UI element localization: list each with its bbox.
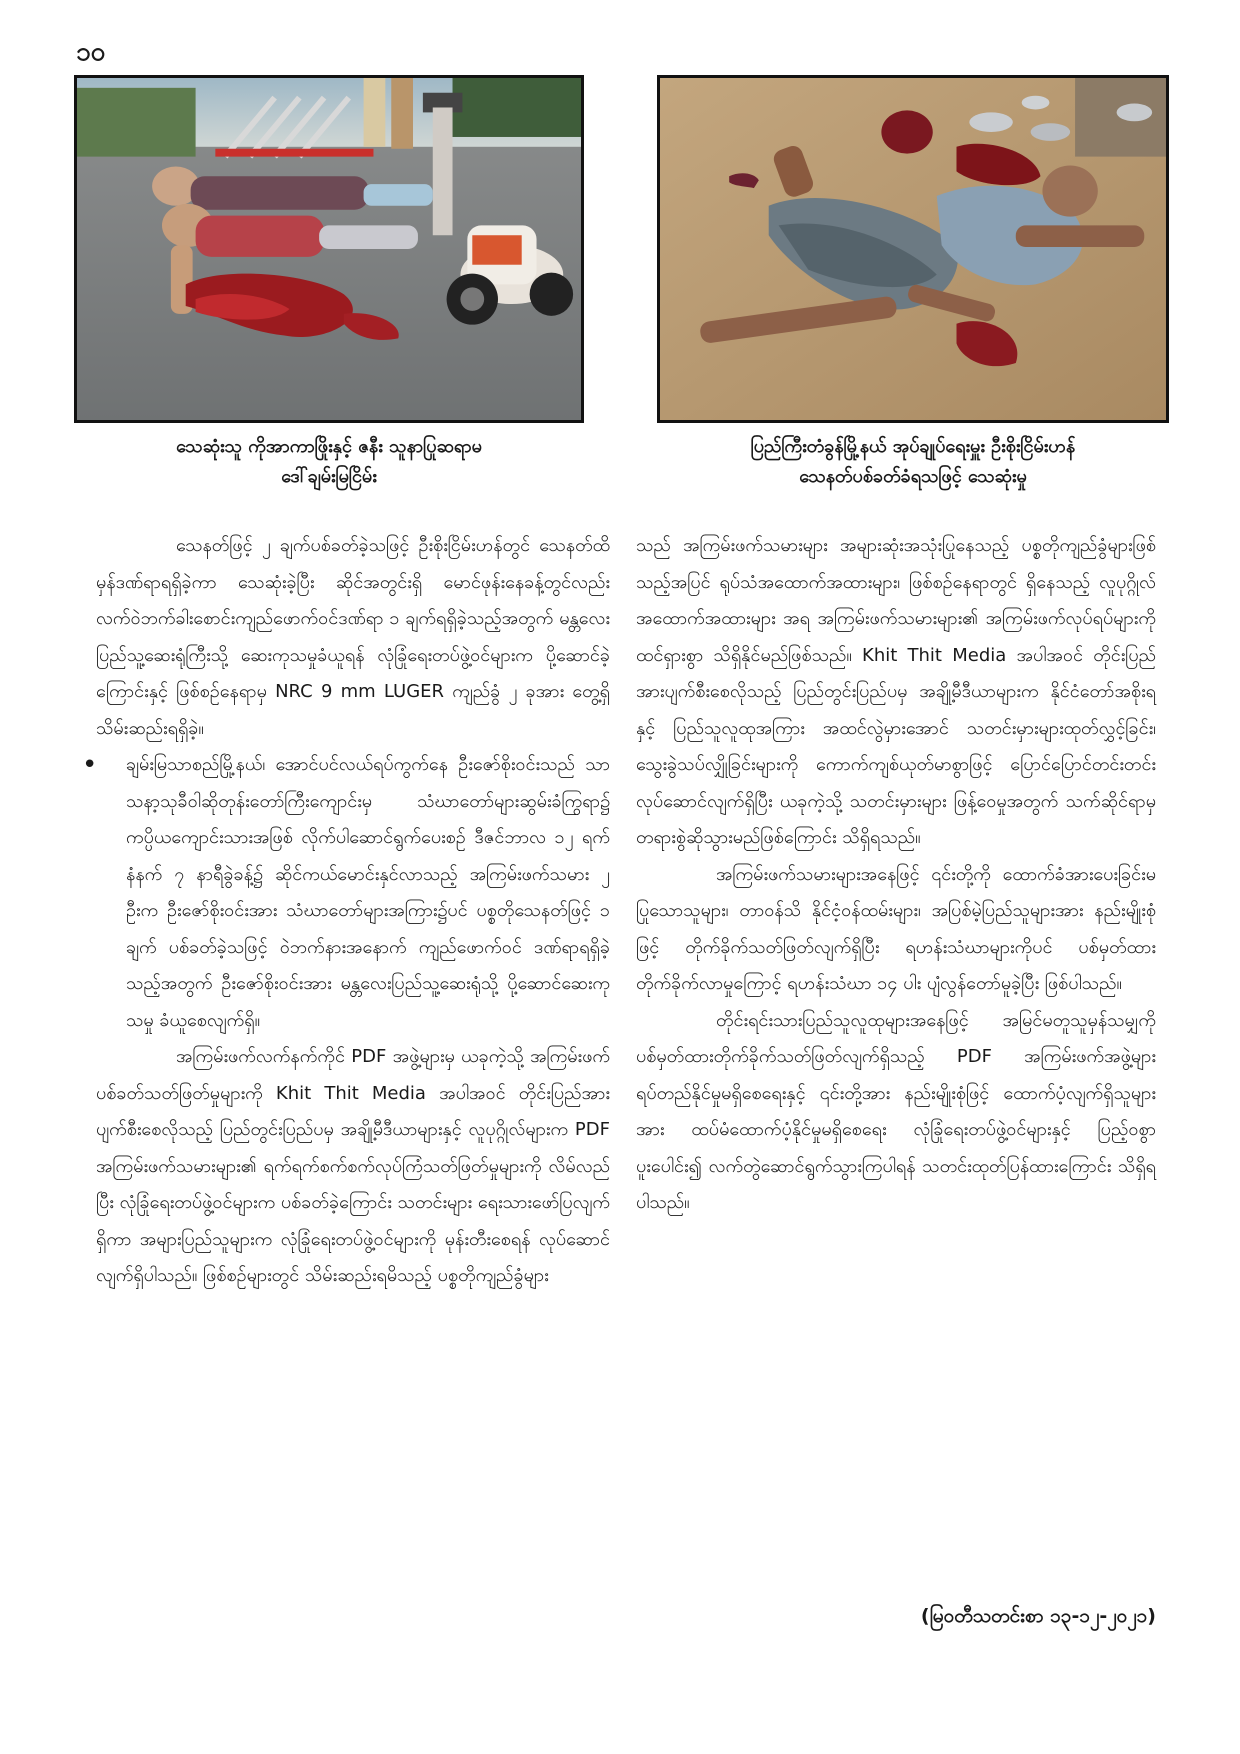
caption-line: သေဆုံးသူ ကိုအာကာဖြိုးနှင့် ဇနီး သူနာပြုဆရာမ [176,436,482,457]
article-paragraph: အကြမ်းဖက်သမားများအနေဖြင့် ၎င်းတို့ကို ထောက်ခံအားပေးခြင်းမပြုသောသူများ၊ တာဝန်သိ နိုင်ငံ့ဝန်ထမ်းများ၊ အပြစ်မဲ့ပြည်သူများအား နည်းမျိုးစုံဖြင့် တိုက်ခိုက်သတ်ဖြတ်လျက်ရှိပြီး ရဟန်းသံဃာများကိုပင် ပစ်မှတ်ထားတိုက်ခိုက်လာမှုကြောင့် ရဟန်းသံဃာ ၁၄ ပါး ပျံလွန်တော်မူခဲ့ပြီး ဖြစ်ပါသည်။ [636,863,1156,994]
photo-administrator-victim [657,75,1169,423]
bulleted-paragraph [82,747,610,1039]
article-paragraph: သေနတ်ဖြင့် ၂ ချက်ပစ်ခတ်ခဲ့သဖြင့် ဦးစိုးငြိမ်းဟန်တွင် သေနတ်ထိမှန်ဒဏ်ရာရရှိခဲ့ကာ သေဆုံးခဲ့ပြီး ဆိုင်အတွင်းရှိ မောင်ဖုန်းနေခန့်တွင်လည်း လက်ဝဲဘက်ခါးစောင်းကျည်ဖောက်ဝင်ဒဏ်ရာ ၁ ချက်ရရှိခဲ့သည့်အတွက် မန္တလေးပြည်သူ့ဆေးရုံကြီးသို့ ဆေးကုသမှုခံယူရန် လုံခြုံရေးတပ်ဖွဲ့ဝင်များက ပို့ဆောင်ခဲ့ကြောင်းနှင့် ဖြစ်စဉ်နေရာမှ NRC 9 mm LUGER ကျည်ခွံ ၂ ခုအား တွေ့ရှိသိမ်းဆည်းရရှိခဲ့။ [96,535,610,739]
bullet-icon: • [82,750,98,780]
caption-line: သေနတ်ပစ်ခတ်ခံရသဖြင့် သေဆုံးမှု [799,466,1027,487]
article-paragraph: တိုင်းရင်းသားပြည်သူလူထုများအနေဖြင့် အမြင်မတူသူမှန်သမျှကို ပစ်မှတ်ထားတိုက်ခိုက်သတ်ဖြတ်လျက်ရှိသည့် PDF အကြမ်းဖက်အဖွဲ့များ ရပ်တည်နိုင်မှုမရှိစေရေးနှင့် ၎င်းတို့အား နည်းမျိုးစုံဖြင့် ထောက်ပံ့လျက်ရှိသူများအား ထပ်မံထောက်ပံ့နိုင်မှုမရှိစေရေး လုံခြုံရေးတပ်ဖွဲ့ဝင်များနှင့် ပြည့်ဝစွာပူးပေါင်း၍ လက်တွဲဆောင်ရွက်သွားကြပါရန် သတင်းထုတ်ပြန်ထားကြောင်း သိရှိရပါသည်။ [636,1009,1156,1213]
page-number: ၁၀ [76,37,106,67]
photo-caption-right [657,432,1169,492]
photo-caption-left [74,432,584,492]
bullet-text: ချမ်းမြသာစည်မြို့နယ်၊ အောင်ပင်လယ်ရပ်ကွက်နေ ဦးဇော်စိုးဝင်းသည် သာသနာ့သုခီဝါဆိုတုန်းတော်ကြီးကျောင်းမှ သံဃာတော်များဆွမ်းခံကြွရာ၌ ကပ္ပိယကျောင်းသားအဖြစ် လိုက်ပါဆောင်ရွက်ပေးစဉ် ဒီဇင်ဘာလ ၁၂ ရက် နံနက် ၇ နာရီခွဲခန့်၌ ဆိုင်ကယ်မောင်းနှင်လာသည့် အကြမ်းဖက်သမား ၂ ဦးက ဦးဇော်စိုးဝင်းအား သံဃာတော်များအကြား၌ပင် ပစ္စတိုသေနတ်ဖြင့် ၁ ချက် ပစ်ခတ်ခဲ့သဖြင့် ဝဲဘက်နားအနောက် ကျည်ဖောက်ဝင် ဒဏ်ရာရရှိခဲ့သည့်အတွက် ဦးဇော်စိုးဝင်းအား မန္တလေးပြည်သူ့ဆေးရုံသို့ ပို့ဆောင်ဆေးကုသမှု ခံယူစေလျက်ရှိ။ [126,754,610,1031]
article-column-left [82,528,610,1295]
caption-line: ပြည်ကြီးတံခွန်မြို့နယ် အုပ်ချုပ်ရေးမှူး ဦးစိုးငြိမ်းဟန် [750,436,1076,457]
article-column-right [636,528,1156,1222]
photo-road-victims [74,75,584,423]
news-source: (မြဝတီသတင်းစာ ၁၃-၁၂-၂၀၂၁) [920,1605,1156,1627]
caption-line: ဒေါ်ချမ်းမြငြိမ်း [281,466,377,487]
article-paragraph: သည် အကြမ်းဖက်သမားများ အများဆုံးအသုံးပြုနေသည့် ပစ္စတိုကျည်ခွံများဖြစ်သည့်အပြင် ရုပ်သံအထောက်အထားများ၊ ဖြစ်စဉ်နေရာတွင် ရှိနေသည့် လူပုဂ္ဂိုလ် အထောက်အထားများ အရ အကြမ်းဖက်သမားများ၏ အကြမ်းဖက်လုပ်ရပ်များကို ထင်ရှားစွာ သိရှိနိုင်မည်ဖြစ်သည်။ Khit Thit Media အပါအဝင် တိုင်းပြည်အားပျက်စီးစေလိုသည့် ပြည်တွင်းပြည်ပမှ အချို့မီဒီယာများက နိုင်ငံတော်အစိုးရနှင့် ပြည်သူလူထုအကြား အထင်လွဲမှားအောင် သတင်းမှားများထုတ်လွှင့်ခြင်း၊ သွေးခွဲသပ်လျှိုခြင်းများကို ကောက်ကျစ်ယုတ်မာစွာဖြင့် ပြောင်ပြောင်တင်းတင်း လုပ်ဆောင်လျက်ရှိပြီး ယခုကဲ့သို့ သတင်းမှားများ ဖြန့်ဝေမှုအတွက် သက်ဆိုင်ရာမှ တရားစွဲဆိုသွားမည်ဖြစ်ကြောင်း သိရှိရသည်။ [636,535,1156,848]
article-paragraph: အကြမ်းဖက်လက်နက်ကိုင် PDF အဖွဲ့များမှ ယခုကဲ့သို့ အကြမ်းဖက်ပစ်ခတ်သတ်ဖြတ်မှုများကို Khit Thit Media အပါအဝင် တိုင်းပြည်အားပျက်စီးစေလိုသည့် ပြည်တွင်းပြည်ပမှ အချို့မီဒီယာများနှင့် လူပုဂ္ဂိုလ်များက PDF အကြမ်းဖက်သမားများ၏ ရက်ရက်စက်စက်လုပ်ကြံသတ်ဖြတ်မှုများကို လိမ်လည်ပြီး လုံခြုံရေးတပ်ဖွဲ့ဝင်များက ပစ်ခတ်ခဲ့ကြောင်း သတင်းများ ရေးသားဖော်ပြလျက်ရှိကာ အများပြည်သူများက လုံခြုံရေးတပ်ဖွဲ့ဝင်များကို မုန်းတီးစေရန် လုပ်ဆောင်လျက်ရှိပါသည်။ ဖြစ်စဉ်များတွင် သိမ်းဆည်းရမိသည့် ပစ္စတိုကျည်ခွံများ [96,1046,610,1286]
